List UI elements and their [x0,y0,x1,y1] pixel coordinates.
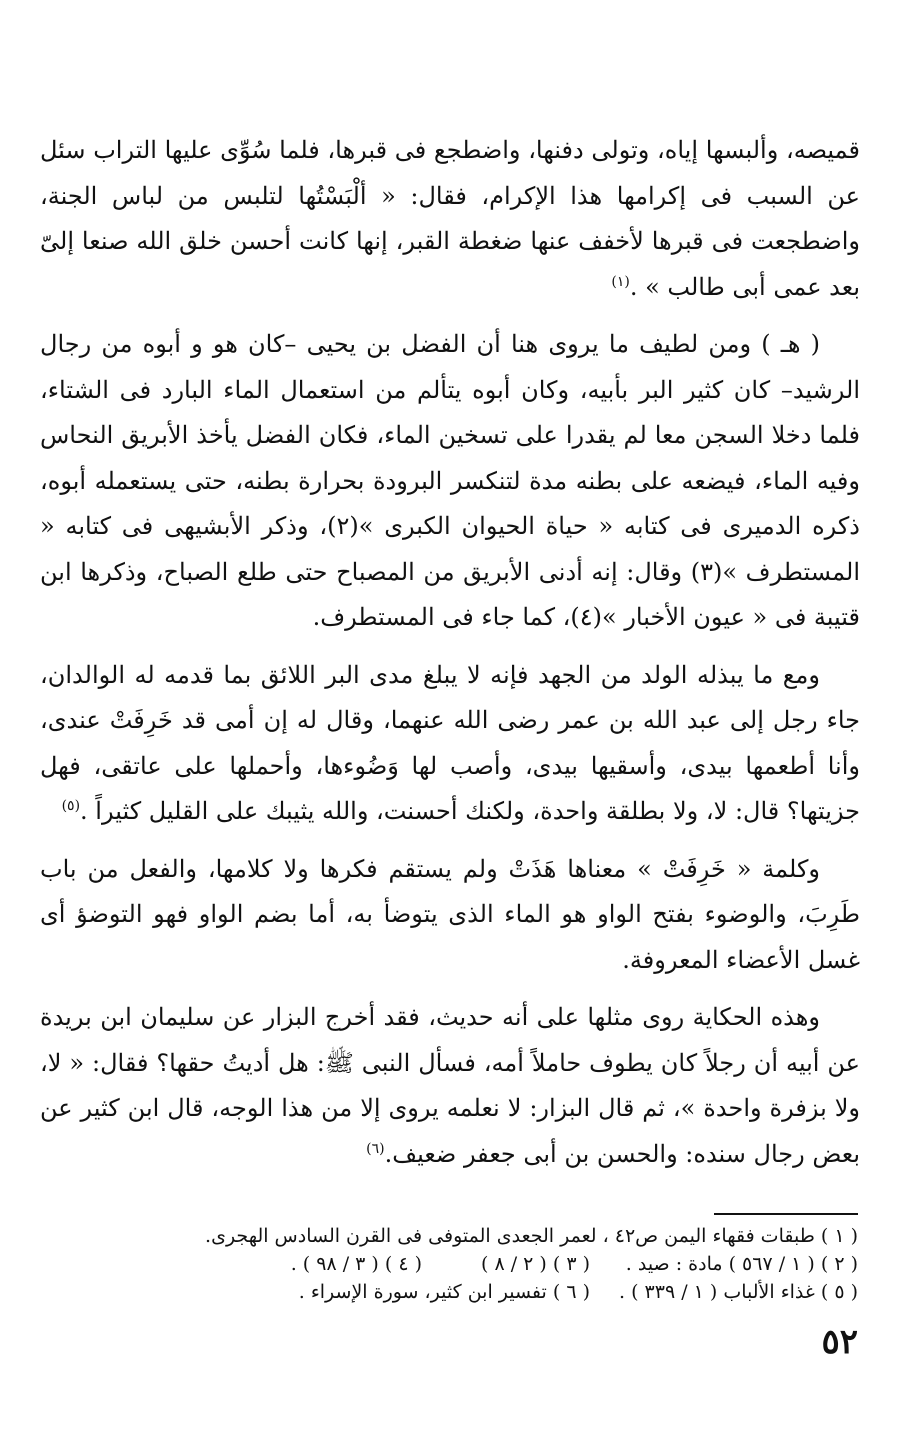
footnote-6: ( ٦ ) تفسير ابن كثير، سورة الإسراء . [298,1281,590,1303]
footnote-ref: (١) [611,273,630,290]
paragraph-1 [40,128,860,310]
paragraph-5 [40,995,860,1177]
paragraph-2 [40,322,860,641]
footnote-row-1 [40,1222,858,1250]
paragraph-text: وكلمة « خَرِفَتْ » معناها هَذَتْ ولم يستقم فكرها ولا كلامها، والفعل من باب طَرِبَ، والوضوء بفتح الواو هو الماء الذى يتوضأ به، أما بضم الواو فهو التوضؤ أى غسل الأعضاء المعروفة. [40,854,860,974]
paragraph-text: ومع ما يبذله الولد من الجهد فإنه لا يبلغ مدى البر اللائق بما قدمه له الوالدان، جاء رجل إلى عبد الله بن عمر رضى الله عنهما، وقال له إن أمى قد خَرِفَتْ عندى، وأنا أطعمها بيدى، وأسقيها بيدى، وأصب لها وَضُوءها، وأحملها على عاتقى، فهل جزيتها؟ قال: لا، ولا بطلقة واحدة، ولكنك أحسنت، والله يثيبك على القليل كثيراً . [40,660,860,825]
footnote-5: ( ٥ ) غذاء الألباب ( ١ / ٣٣٩ ) . [619,1281,858,1303]
paragraph-text: وهذه الحكاية روى مثلها على أنه حديث، فقد أخرج البزار عن سليمان ابن بريدة عن أبيه أن رجلاً كان يطوف حاملاً أمه، فسأل النبى ﷺ: هل أديتُ حقها؟ فقال: « لا، ولا بزفرة واحدة »، ثم قال البزار: لا نعلمه يروى إلا من هذا الوجه، قال ابن كثير عن بعض رجال سنده: والحسن بن أبى جعفر ضعيف. [40,1003,860,1168]
footnote-row-3 [40,1278,858,1306]
paragraph-3 [40,653,860,835]
footnote-ref: (٦) [366,1140,385,1157]
footnote-row-2 [40,1250,858,1278]
footnote-4: ( ٤ ) ( ٣ / ٩٨ ) . [290,1253,422,1275]
paragraph-text: ( هـ ) ومن لطيف ما يروى هنا أن الفضل بن يحيى –كان هو و أبوه من رجال الرشيد– كان كثير البر بأبيه، وكان أبوه يتألم من استعمال الماء البارد فى الشتاء، فلما دخلا السجن معا لم يقدرا على تسخين الماء، فكان الفضل يأخذ الأبريق النحاس وفيه الماء، فيضعه على بطنه مدة لتنكسر البرودة بحرارة بطنه، حتى يستعمله أبوه، ذكره الدميرى فى كتابه « حياة الحيوان الكبرى »(٢)، وذكر الأبشيهى فى كتابه « المستطرف »(٣) وقال: إنه أدنى الأبريق من المصباح حتى طلع الصباح، وذكرها ابن قتيبة فى « عيون الأخبار »(٤)، كما جاء فى المستطرف. [40,330,860,631]
footnote-2: ( ٢ ) ( ١ / ٥٦٧ ) مادة : صيد . [625,1253,858,1275]
paragraph-text: قميصه، وألبسها إياه، وتولى دفنها، واضطجع فى قبرها، فلما سُوِّى عليها التراب سئل عن السبب فى إكرامها هذا الإكرام، فقال: « ألْبَسْتُها لتلبس من لباس الجنة، واضطجعت فى قبرها لأخفف عنها ضغطة القبر، إنها كانت أحسن خلق الله صنعا إلىّ بعد عمى أبى طالب » . [40,136,860,301]
footnote-ref: (٥) [61,798,81,814]
main-text [40,128,860,1189]
paragraph-4 [40,847,860,984]
footnotes [40,1222,858,1306]
footnote-1: ( ١ ) طبقات فقهاء اليمن ص٤٢ ، لعمر الجعدى المتوفى فى القرن السادس الهجرى. [205,1225,858,1247]
footnote-divider [714,1213,858,1215]
page-number: ٥٢ [821,1322,858,1362]
footnote-3: ( ٣ ) ( ٢ / ٨ ) [481,1253,590,1275]
